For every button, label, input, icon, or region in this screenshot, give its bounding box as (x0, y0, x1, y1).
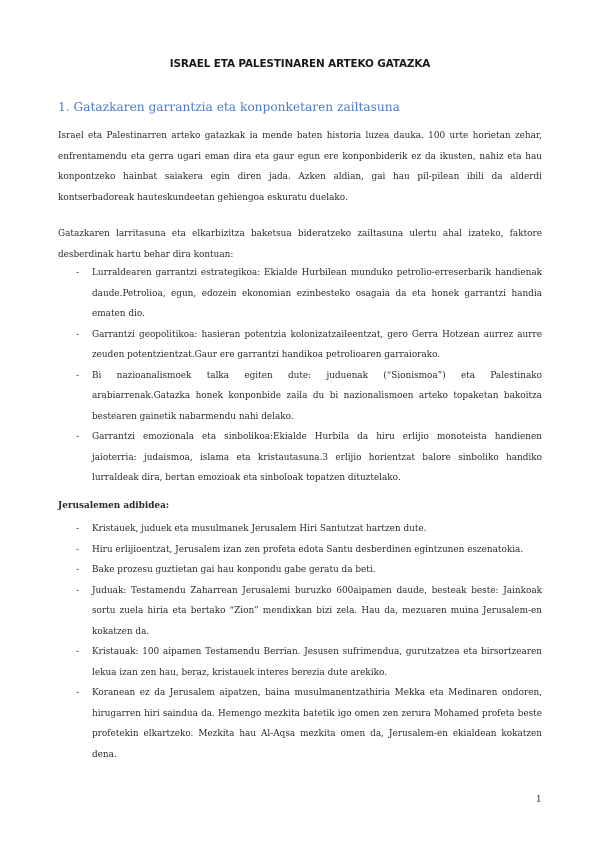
list-item: - Bake prozesu guztietan gai hau konpondu gabe geratu da beti. (58, 560, 542, 581)
jerusalem-subheading: Jerusalemen adibidea: (58, 501, 170, 511)
list-item: - Garrantzi emozionala eta sinbolikoa:Ekialde Hurbila da hiru erlijio monoteista handienen jaioterria: judaismoa, islama eta kristautasuna.3 erlijio horientzat balore sinboliko handiko lurraldeak dira, bertan emozioak eta sinboloak topatzen dituztelako. (58, 427, 542, 489)
list-item: - Hiru erlijioentzat, Jerusalem izan zen profeta edota Santu desberdinen egintzunen eszenatokia. (58, 540, 542, 561)
list-item: - Juduak: Testamendu Zaharrean Jerusalemi buruzko 600aipamen daude, besteak beste: Jainkoak sortu zuela hiria eta bertako “Zion” mendixkan bizi zela. Hau da, mezuaren muina Jerusalem-en kokatzen da. (58, 581, 542, 643)
intro-paragraph: Israel eta Palestinarren arteko gatazkak ia mende baten historia luzea dauka. 100 urte horietan zehar, enfrentamendu eta gerra ugari eman dira eta gaur egun ere konponbiderik ez da ikusten, nahiz eta hau konpontzeko hainbat saiakera egin diren jada. Azken aldian, gai hau pil-pilean ibili da alderdi kontserbadoreak hauteskundeetan gehiengoa eskuratu duelako. (58, 131, 542, 203)
list-item: - Lurraldearen garrantzi estrategikoa: Ekialde Hurbilean munduko petrolio-erreserbarik handienak daude.Petrolioa, egun, edozein ekonomian ezinbesteko osagaia da eta honek garrantzi handia ematen dio. (58, 263, 542, 325)
list-item: - Garrantzi geopolitikoa: hasieran potentzia kolonizatzaileentzat, gero Gerra Hotzean aurrez aurre zeuden potentzientzat.Gaur ere garrantzi handikoa petrolioaren garraiorako. (58, 325, 542, 366)
jerusalem-list (58, 519, 542, 765)
page-number: 1 (536, 795, 542, 805)
list-item: - Koranean ez da Jerusalem aipatzen, baina musulmanentzathiria Mekka eta Medinaren ondoren, hirugarren hiri saindua da. Hemengo mezkita batetik igo omen zen zerura Mohamed profeta beste profetekin elkartzeko. Mezkita hau Al-Aqsa mezkita omen da, Jerusalem-en ekialdean kokatzen dena. (58, 683, 542, 765)
document-title: ISRAEL ETA PALESTINAREN ARTEKO GATAZKA (169, 58, 431, 70)
list-item: - Kristauek, juduek eta musulmanek Jerusalem Hiri Santutzat hartzen dute. (58, 519, 542, 540)
list-item: - Kristauak: 100 aipamen Testamendu Berrian. Jesusen sufrimendua, gurutzatzea eta birsortzearen lekua izan zen hau, beraz, kristauek interes berezia dute arekiko. (58, 642, 542, 683)
section-heading: 1. Gatazkaren garrantzia eta konponketaren zailtasuna (58, 100, 400, 114)
list-item: - Bi nazioanalismoek talka egiten dute: juduenak (“Sionismoa”) eta Palestinako arabiarrenak.Gatazka honek konponbide zaila du bi nazionalismoen arteko topaketan bakoitza bestearen gainetik nabarmendu nahi delako. (58, 366, 542, 428)
factors-intro-paragraph: Gatazkaren larritasuna eta elkarbizitza baketsua bideratzeko zailtasuna ulertu ahal izateko, faktore desberdinak hartu behar dira kontuan: (58, 229, 542, 260)
factors-list (58, 263, 542, 489)
